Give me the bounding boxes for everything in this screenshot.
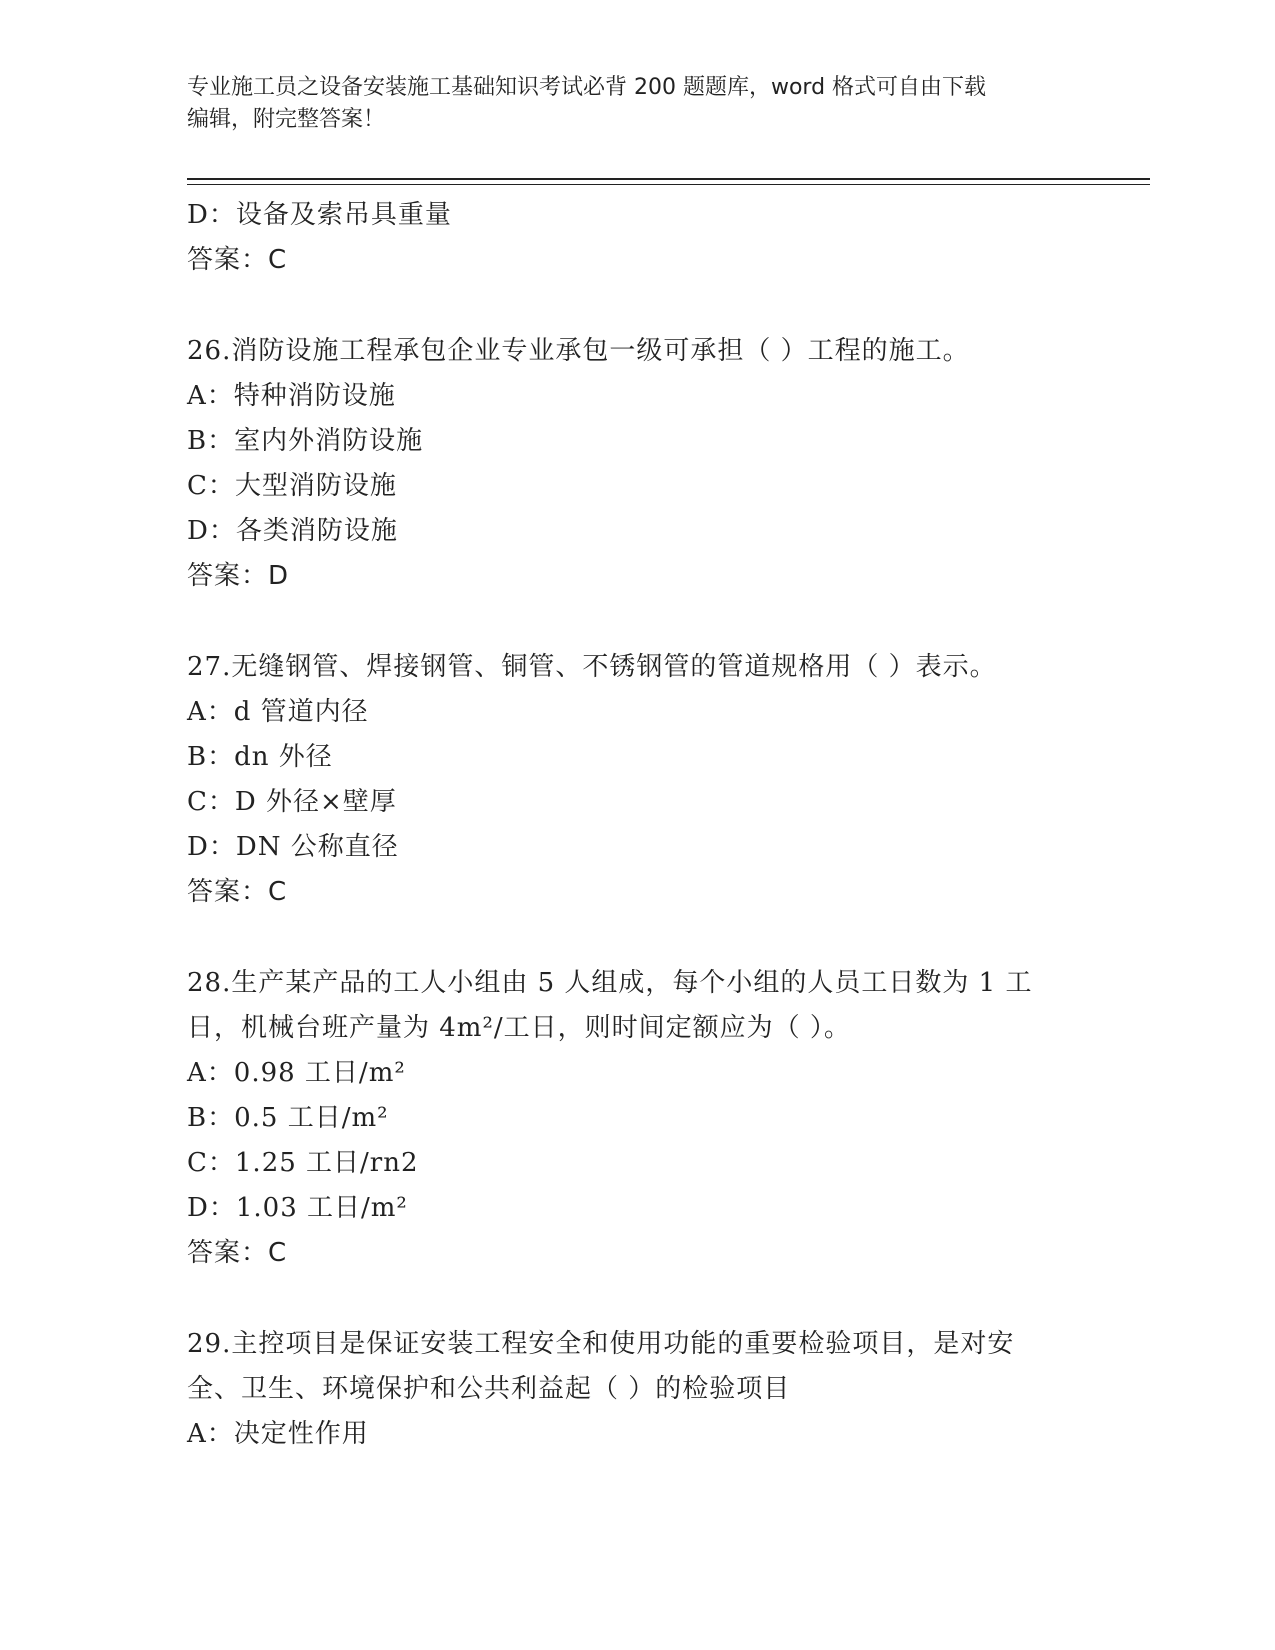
- option-b: B：室内外消防设施: [187, 426, 424, 456]
- question-25-tail: [187, 193, 1087, 283]
- question-27: [187, 645, 1087, 915]
- question-text-line-1: 28.生产某产品的工人小组由 5 人组成，每个小组的人员工日数为 1 工: [187, 968, 1033, 998]
- option-b: B：0.5 工日/m²: [187, 1103, 389, 1133]
- option-c: C：1.25 工日/rn2: [187, 1148, 419, 1178]
- answer-line: 答案：C: [187, 877, 288, 907]
- question-list: [187, 193, 1087, 1457]
- option-d: D：各类消防设施: [187, 516, 398, 546]
- header-divider-thin: [187, 184, 1150, 185]
- question-text-line-1: 29.主控项目是保证安装工程安全和使用功能的重要检验项目，是对安: [187, 1329, 1015, 1359]
- option-a: A：决定性作用: [187, 1419, 369, 1449]
- option-b: B：dn 外径: [187, 742, 333, 772]
- option-a: A：0.98 工日/m²: [187, 1058, 406, 1088]
- question-26: [187, 329, 1087, 599]
- option-d: D：设备及索吊具重量: [187, 200, 452, 230]
- question-text: 27.无缝钢管、焊接钢管、铜管、不锈钢管的管道规格用（ ）表示。: [187, 652, 997, 682]
- header-divider-thick: [187, 178, 1150, 180]
- answer-line: 答案：C: [187, 1238, 288, 1268]
- document-header: [187, 72, 1067, 136]
- answer-line: 答案：C: [187, 245, 288, 275]
- question-text-line-2: 日，机械台班产量为 4m²/工日，则时间定额应为（ ）。: [187, 1013, 851, 1043]
- header-line-2: 编辑，附完整答案！: [187, 107, 386, 132]
- answer-line: 答案：D: [187, 561, 290, 591]
- header-line-1: 专业施工员之设备安装施工基础知识考试必背 200 题题库，word 格式可自由下载: [187, 75, 987, 100]
- option-a: A：特种消防设施: [187, 381, 396, 411]
- option-c: C：大型消防设施: [187, 471, 397, 501]
- question-text-line-2: 全、卫生、环境保护和公共利益起（ ）的检验项目: [187, 1374, 791, 1404]
- option-c: C：D 外径×壁厚: [187, 787, 397, 817]
- question-28: [187, 961, 1087, 1276]
- option-d: D：1.03 工日/m²: [187, 1193, 408, 1223]
- question-text: 26.消防设施工程承包企业专业承包一级可承担（ ）工程的施工。: [187, 336, 970, 366]
- question-29: [187, 1322, 1087, 1457]
- option-a: A：d 管道内径: [187, 697, 369, 727]
- option-d: D：DN 公称直径: [187, 832, 399, 862]
